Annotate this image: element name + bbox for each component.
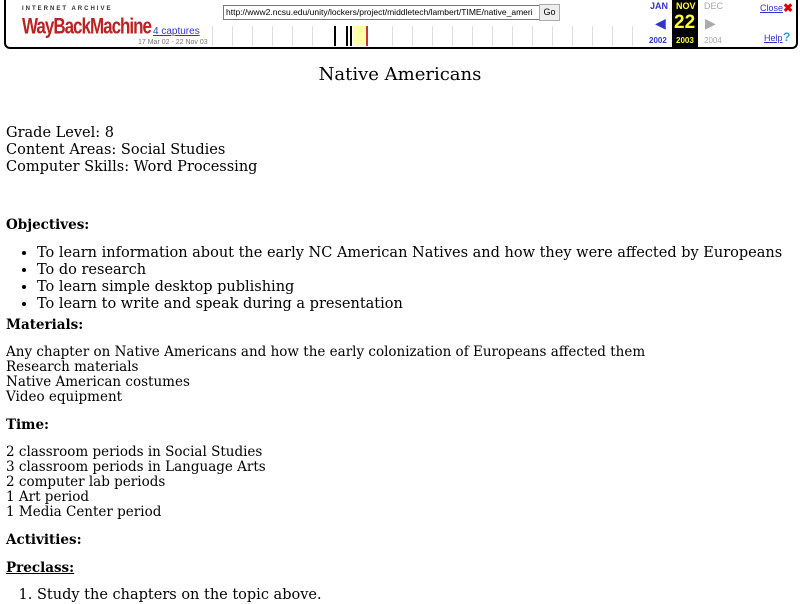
- list-item: 2 computer lab periods: [6, 474, 166, 490]
- list-item: • To learn information about the early NC American Natives and how they were affected by Europeans: [37, 245, 782, 262]
- timeline-tick: [412, 26, 413, 46]
- preclass-heading: Preclass:: [6, 560, 75, 576]
- help-link[interactable]: Help: [764, 33, 783, 43]
- close-link[interactable]: Close: [760, 3, 784, 13]
- current-period-highlight: [353, 26, 365, 46]
- objectives-list: [6, 245, 782, 313]
- next-arrow-icon: ▶: [705, 15, 716, 31]
- list-item: Any chapter on Native Americans and how the early colonization of Europeans affected them: [6, 344, 646, 360]
- timeline-tick: [632, 26, 633, 46]
- current-day: 22: [674, 12, 696, 33]
- wayback-toolbar: [4, 0, 798, 49]
- list-item: • To learn to write and speak during a presentation: [37, 296, 782, 313]
- timeline-tick: [292, 26, 293, 46]
- preclass-list: [6, 587, 322, 604]
- timeline-tick: [492, 26, 493, 46]
- capture-range: 17 Mar 02 - 22 Nov 03: [138, 39, 208, 46]
- timeline-tick: [212, 26, 213, 46]
- grade-level: Grade Level: 8: [6, 125, 114, 141]
- list-item: 1 Art period: [6, 489, 89, 505]
- list-item: 1 Media Center period: [6, 504, 162, 520]
- materials-heading: Materials:: [6, 317, 84, 333]
- timeline-tick: [532, 26, 533, 46]
- timeline-tick: [272, 26, 273, 46]
- timeline-tick: [252, 26, 253, 46]
- prev-year-link[interactable]: 2002: [649, 36, 667, 45]
- list-item: • To learn simple desktop publishing: [37, 279, 782, 296]
- timeline-tick: [612, 26, 613, 46]
- list-item: • To do research: [37, 262, 782, 279]
- list-item: Research materials: [6, 359, 139, 375]
- objectives-heading: Objectives:: [6, 217, 90, 233]
- timeline-tick: [552, 26, 553, 46]
- page-title: Native Americans: [318, 64, 482, 85]
- timeline-tick: [312, 26, 313, 46]
- timeline-tick: [572, 26, 573, 46]
- help-icon[interactable]: ?: [783, 30, 791, 44]
- timeline-tick: [232, 26, 233, 46]
- materials-list: [6, 345, 645, 405]
- timeline-tick: [452, 26, 453, 46]
- capture-timeline[interactable]: [212, 24, 637, 46]
- prev-month-link[interactable]: JAN: [650, 1, 669, 11]
- capture-mark[interactable]: [334, 26, 336, 46]
- info-block: [6, 125, 257, 176]
- timeline-tick: [512, 26, 513, 46]
- current-year: 2003: [676, 36, 694, 45]
- time-heading: Time:: [6, 417, 50, 433]
- wayback-logo[interactable]: WayBackMachine: [22, 14, 151, 39]
- activities-heading: Activities:: [6, 532, 82, 548]
- url-input[interactable]: http://www2.ncsu.edu/unity/lockers/project/middletech/lambert/TIME/native_ameri: [223, 5, 541, 20]
- list-item: Video equipment: [6, 389, 123, 405]
- timeline-tick: [432, 26, 433, 46]
- current-month: NOV: [676, 1, 696, 11]
- timeline-tick: [392, 26, 393, 46]
- content-areas: Content Areas: Social Studies: [6, 142, 226, 158]
- go-button[interactable]: Go: [539, 4, 560, 21]
- computer-skills: Computer Skills: Word Processing: [6, 159, 258, 175]
- capture-mark-current[interactable]: [366, 26, 368, 46]
- capture-mark[interactable]: [350, 26, 352, 46]
- captures-link[interactable]: 4 captures: [153, 26, 200, 37]
- capture-mark[interactable]: [346, 26, 348, 46]
- list-item: 1. Study the chapters on the topic above.: [37, 587, 322, 604]
- close-icon[interactable]: ✖: [783, 1, 794, 15]
- list-item: 3 classroom periods in Language Arts: [6, 459, 266, 475]
- logo-text: INTERNET ARCHIVE: [22, 6, 113, 12]
- list-item: Native American costumes: [6, 374, 190, 390]
- prev-arrow-icon[interactable]: ◀: [655, 15, 666, 31]
- time-list: [6, 445, 266, 520]
- timeline-tick: [592, 26, 593, 46]
- next-year: 2004: [704, 36, 722, 45]
- timeline-tick: [472, 26, 473, 46]
- next-month: DEC: [704, 1, 724, 11]
- list-item: 2 classroom periods in Social Studies: [6, 444, 263, 460]
